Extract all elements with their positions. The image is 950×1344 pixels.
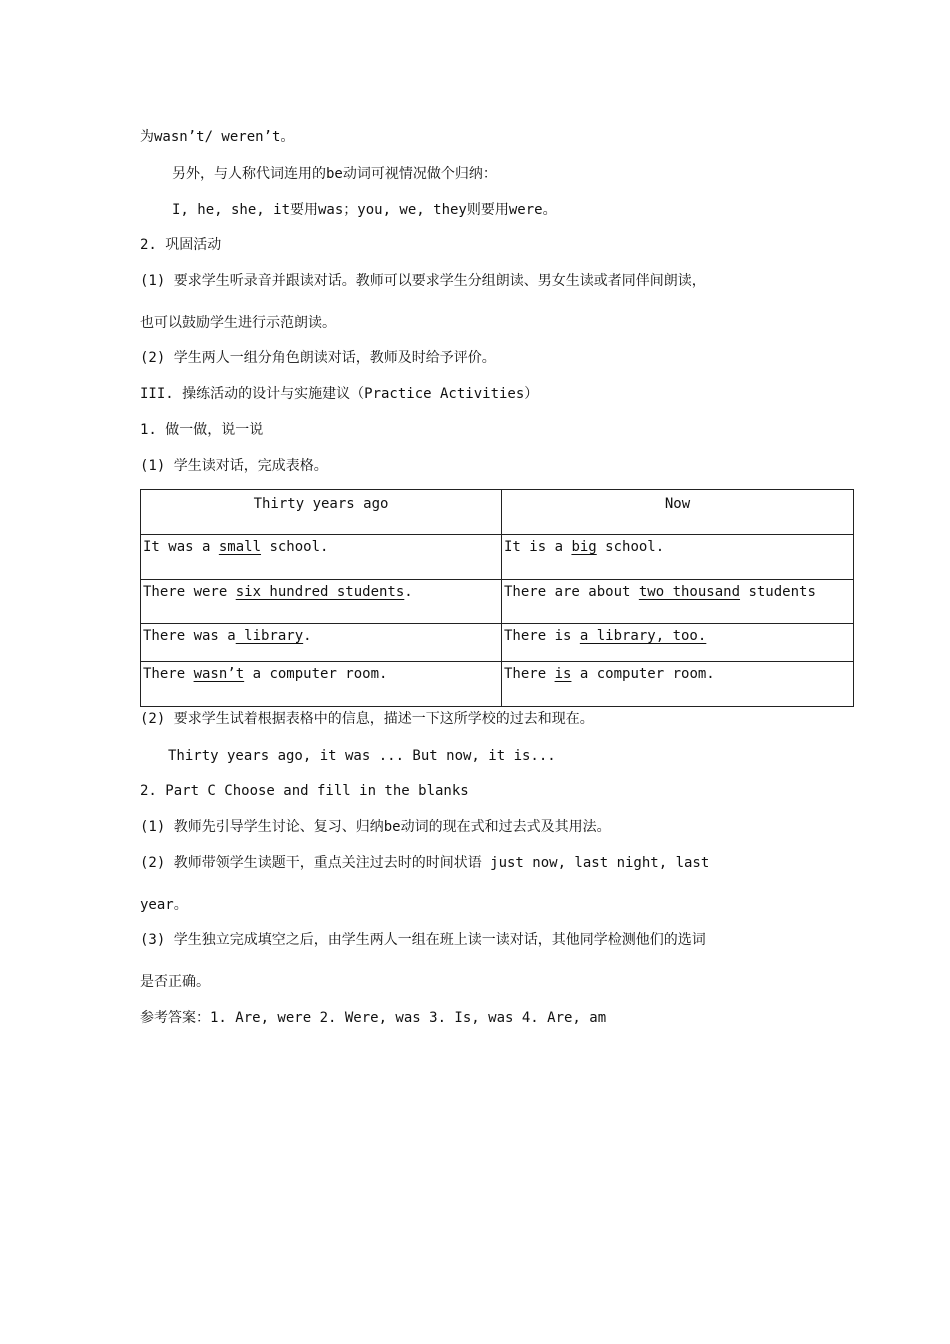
table-row: [141, 624, 854, 662]
paragraph-line: (1) 要求学生听录音并跟读对话。教师可以要求学生分组朗读、男女生读或者同伴间朗读，: [140, 273, 706, 289]
table-cell-past: There were six hundred students.: [141, 580, 502, 624]
comparison-table: [140, 489, 854, 707]
section-heading: 1. 做一做，说一说: [140, 422, 264, 438]
section-heading: 2. Part C Choose and fill in the blanks: [140, 783, 469, 799]
table-cell-now: There is a library, too.: [502, 624, 854, 662]
answer-key: 参考答案：1. Are, were 2. Were, was 3. Is, was 4. Are, am: [140, 1010, 607, 1026]
section-heading: 2. 巩固活动: [140, 237, 222, 253]
paragraph-line: (2) 要求学生试着根据表格中的信息，描述一下这所学校的过去和现在。: [140, 711, 594, 727]
table-cell-now: There is a computer room.: [502, 662, 854, 707]
paragraph-line: 另外，与人称代词连用的be动词可视情况做个归纳：: [172, 166, 497, 182]
table-header-now: Now: [502, 490, 854, 535]
table-cell-now: There are about two thousand students: [502, 580, 854, 624]
paragraph-line: (2) 学生两人一组分角色朗读对话，教师及时给予评价。: [140, 350, 496, 366]
paragraph-line: (3) 学生独立完成填空之后，由学生两人一组在班上读一读对话，其他同学检测他们的选词: [140, 932, 706, 948]
paragraph-line: Thirty years ago, it was ... But now, it is...: [168, 748, 556, 764]
table-cell-past: It was a small school.: [141, 535, 502, 580]
table-cell-past: There was a library.: [141, 624, 502, 662]
paragraph-line: 为wasn’t/ weren’t。: [140, 129, 295, 145]
paragraph-line: I, he, she, it要用was；you, we, they则要用were。: [172, 202, 557, 218]
table-row: [141, 662, 854, 707]
table-row: [141, 535, 854, 580]
paragraph-line: (2) 教师带领学生读题干，重点关注过去时的时间状语 just now, last night, last: [140, 855, 710, 871]
table-cell-now: It is a big school.: [502, 535, 854, 580]
table-row: [141, 580, 854, 624]
paragraph-line: 也可以鼓励学生进行示范朗读。: [140, 315, 336, 331]
section-heading: III. 操练活动的设计与实施建议（Practice Activities）: [140, 386, 539, 402]
paragraph-line: 是否正确。: [140, 974, 210, 990]
paragraph-line: (1) 教师先引导学生讨论、复习、归纳be动词的现在式和过去式及其用法。: [140, 819, 611, 835]
paragraph-line: year。: [140, 897, 188, 913]
table-cell-past: There wasn’t a computer room.: [141, 662, 502, 707]
paragraph-line: (1) 学生读对话，完成表格。: [140, 458, 328, 474]
table-header-past: Thirty years ago: [141, 490, 502, 535]
